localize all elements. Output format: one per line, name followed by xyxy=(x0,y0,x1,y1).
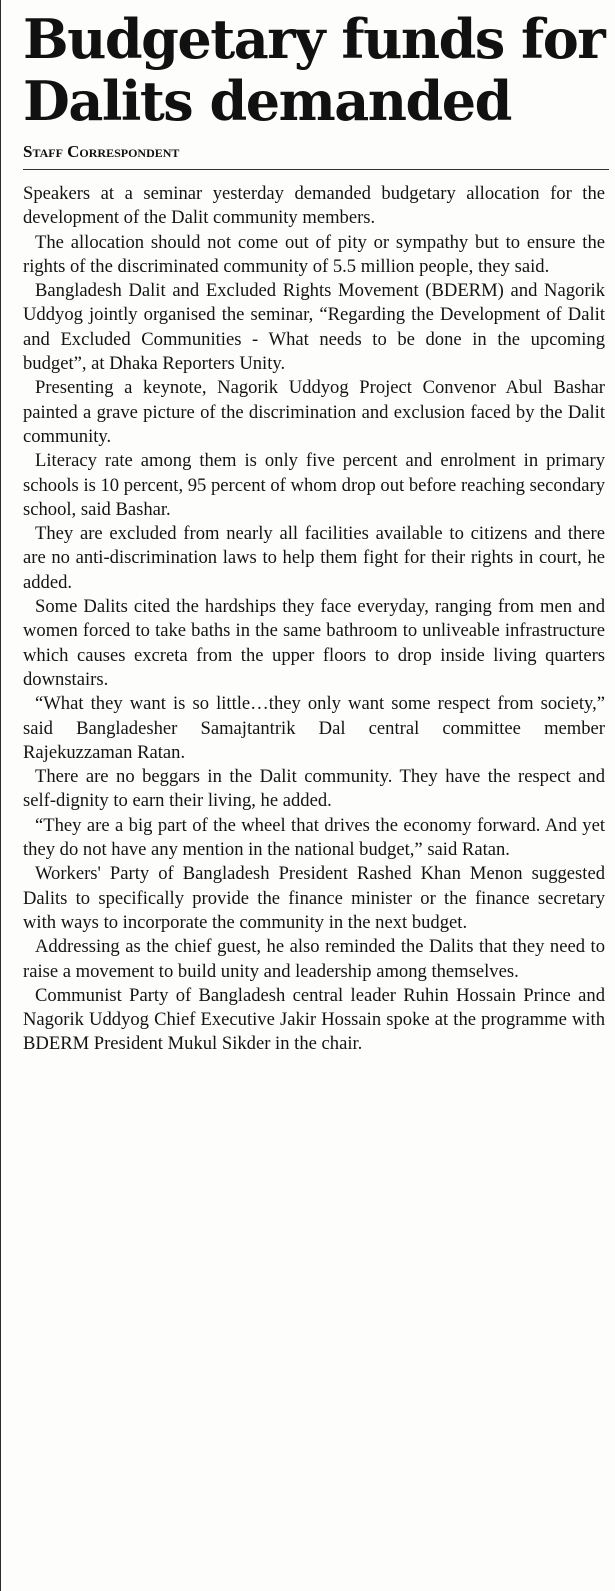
article-paragraph: Literacy rate among them is only five percent and enrolment in primary schools is 10 percent, 95 percent of whom drop out before reaching secondary school, said Bashar. xyxy=(23,450,605,520)
article-paragraph: Speakers at a seminar yesterday demanded budgetary allocation for the development of the Dalit community members. xyxy=(23,183,605,229)
article-paragraph: Presenting a keynote, Nagorik Uddyog Project Convenor Abul Bashar painted a grave picture of the discrimination and exclusion faced by the Dalit community. xyxy=(23,377,605,447)
article-paragraph: Workers' Party of Bangladesh President Rashed Khan Menon suggested Dalits to specifically provide the finance minister or the finance secretary with ways to incorporate the community in the next budget. xyxy=(23,863,605,933)
article-body xyxy=(23,182,605,1057)
article-byline: Staff Correspondent xyxy=(23,142,180,161)
article-paragraph: “They are a big part of the wheel that drives the economy forward. And yet they do not have any mention in the national budget,” said Ratan. xyxy=(23,814,605,861)
article-paragraph: Addressing as the chief guest, he also reminded the Dalits that they need to raise a movement to build unity and leadership among themselves. xyxy=(23,936,605,982)
article-paragraph: Communist Party of Bangladesh central leader Ruhin Hossain Prince and Nagorik Uddyog Chief Executive Jakir Hossain spoke at the programme with BDERM President Mukul Sikder in the chair. xyxy=(23,984,605,1055)
article-paragraph: The allocation should not come out of pity or sympathy but to ensure the rights of the discriminated community of 5.5 million people, they said. xyxy=(23,231,605,277)
article-paragraph: There are no beggars in the Dalit community. They have the respect and self-dignity to earn their living, he added. xyxy=(23,766,605,812)
article-paragraph: “What they want is so little…they only want some respect from society,” said Bangladesher Samajtantrik Dal central committee member Rajekuzzaman Ratan. xyxy=(23,693,605,763)
byline-divider xyxy=(23,169,609,170)
article-paragraph: They are excluded from nearly all facilities available to citizens and there are no anti-discrimination laws to help them fight for their rights in court, he added. xyxy=(23,523,605,593)
article-paragraph: Bangladesh Dalit and Excluded Rights Movement (BDERM) and Nagorik Uddyog jointly organised the seminar, “Regarding the Development of Dalit and Excluded Communities - What needs to be done in the upcoming budget”, at Dhaka Reporters Unity. xyxy=(23,280,605,375)
article-paragraph: Some Dalits cited the hardships they face everyday, ranging from men and women forced to take baths in the same bathroom to unliveable infrastructure which causes excreta from the upper floors to drop inside living quarters downstairs. xyxy=(23,596,605,690)
article-headline: Budgetary funds for Dalits demanded xyxy=(23,7,605,133)
